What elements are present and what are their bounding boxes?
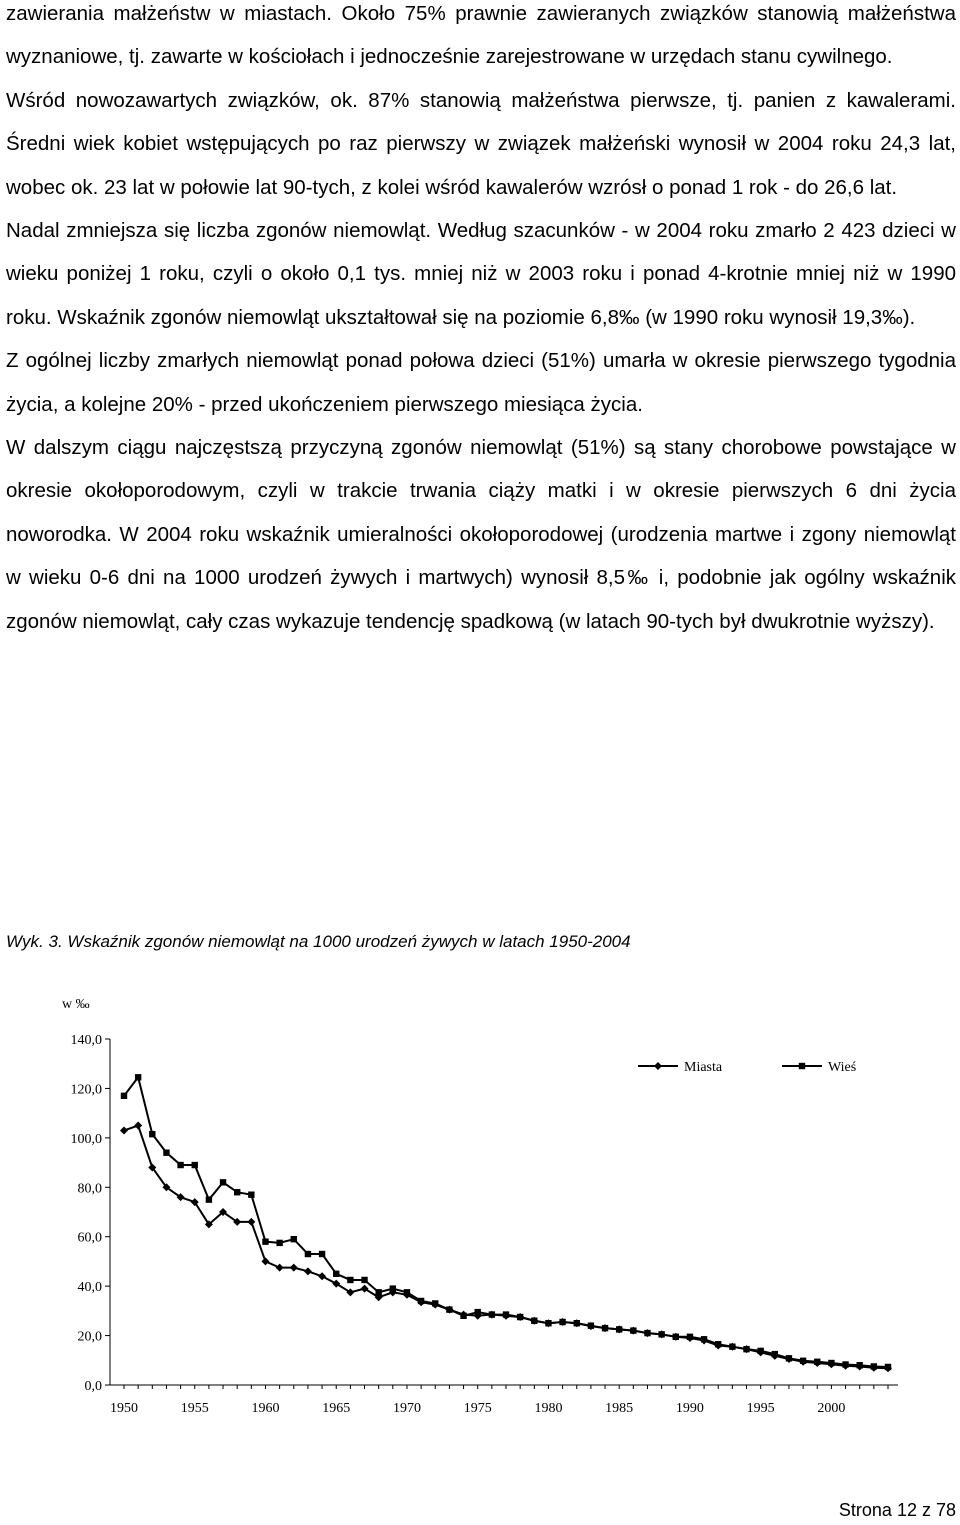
x-tick-label: 1980 (534, 1401, 563, 1416)
x-tick-label: 1970 (392, 1401, 421, 1416)
data-point-wies (574, 1320, 580, 1326)
data-point-wies (772, 1351, 778, 1357)
data-point-wies (800, 1358, 806, 1364)
x-tick-label: 1955 (180, 1401, 209, 1416)
data-point-wies (163, 1149, 169, 1155)
data-point-wies (248, 1192, 254, 1198)
data-point-wies (192, 1162, 198, 1168)
y-tick-label: 80,0 (77, 1181, 102, 1197)
data-point-wies (404, 1289, 410, 1295)
data-point-wies (616, 1326, 622, 1332)
data-point-wies (673, 1334, 679, 1340)
legend-marker-miasta (654, 1062, 662, 1070)
data-point-wies (828, 1360, 834, 1366)
data-point-wies (857, 1362, 863, 1368)
data-point-wies (446, 1306, 452, 1312)
data-point-wies (333, 1271, 339, 1277)
data-point-wies (347, 1277, 353, 1283)
data-point-wies (262, 1238, 268, 1244)
x-tick-label: 2000 (817, 1401, 846, 1416)
data-point-wies (503, 1311, 509, 1317)
data-point-miasta (134, 1122, 142, 1130)
data-point-wies (234, 1189, 240, 1195)
series-line-miasta (124, 1126, 888, 1369)
paragraph-first-marriages: Wśród nowozawartych związków, ok. 87% stanowią małżeństwa pierwsze, tj. panien z kawalerami. Średni wiek kobiet wstępujących po raz pierwszy w związek małżeński wynosił w 2004 roku 24,3 lat, wobec ok. 23 lat w połowie lat 90-tych, z kolei wśród kawalerów wzrósł o ponad 1 rok - do 26,6 lat. (6, 88, 956, 199)
data-point-wies (630, 1327, 636, 1333)
y-tick-label: 140,0 (70, 1033, 102, 1048)
data-point-wies (319, 1251, 325, 1257)
legend-label-wies: Wieś (828, 1060, 857, 1075)
data-point-wies (475, 1309, 481, 1315)
data-point-wies (871, 1363, 877, 1369)
y-tick-label: 0,0 (84, 1379, 102, 1394)
data-point-wies (602, 1325, 608, 1331)
data-point-wies (545, 1320, 551, 1326)
data-point-wies (715, 1341, 721, 1347)
data-point-wies (559, 1319, 565, 1325)
legend-marker-wies (799, 1063, 805, 1069)
data-point-wies (460, 1313, 466, 1319)
paragraph-infant-deaths: Nadal zmniejsza się liczba zgonów niemowląt. Według szacunków - w 2004 roku zmarło 2 423 dzieci w wieku poniżej 1 roku, czyli o około 0,1 tys. mniej niż w 2003 roku i ponad 4-krotnie mniej niż w 1990 roku. Wskaźnik zgonów niemowląt ukształtował się na poziomie 6,8‰ (w 1990 roku wynosił 19,3‰). (6, 219, 956, 329)
page-number: Strona 12 z 78 (838, 1500, 956, 1520)
data-point-wies (390, 1285, 396, 1291)
data-point-wies (757, 1348, 763, 1354)
data-point-wies (701, 1336, 707, 1342)
data-point-wies (206, 1196, 212, 1202)
y-tick-label: 120,0 (70, 1082, 102, 1098)
data-point-miasta (318, 1272, 326, 1280)
paragraph-first-week: Z ogólnej liczby zmarłych niemowląt ponad połowa dzieci (51%) umarła w okresie pierwszego tygodnia życia, a kolejne 20% - przed ukończeniem pierwszego miesiąca życia. (6, 349, 956, 416)
x-tick-label: 1990 (675, 1401, 704, 1416)
data-point-wies (305, 1251, 311, 1257)
data-point-wies (375, 1289, 381, 1295)
data-point-wies (135, 1074, 141, 1080)
data-point-wies (658, 1331, 664, 1337)
x-tick-label: 1975 (463, 1401, 492, 1416)
x-tick-label: 1985 (605, 1401, 634, 1416)
y-tick-label: 60,0 (77, 1230, 102, 1246)
paragraph-marriage-types: zawierania małżeństw w miastach. Około 75% prawnie zawieranych związków stanowią małżeństwa wyznaniowe, tj. zawarte w kościołach i jednocześnie zarejestrowane w urzędach stanu cywilnego. (6, 2, 956, 69)
data-point-wies (220, 1179, 226, 1185)
data-point-miasta (261, 1257, 269, 1265)
data-point-wies (291, 1236, 297, 1242)
data-point-wies (361, 1277, 367, 1283)
data-point-wies (687, 1334, 693, 1340)
x-tick-label: 1960 (251, 1401, 280, 1416)
y-tick-label: 40,0 (77, 1280, 102, 1296)
y-tick-label: 20,0 (77, 1329, 102, 1345)
data-point-wies (121, 1093, 127, 1099)
data-point-wies (489, 1311, 495, 1317)
data-point-wies (177, 1162, 183, 1168)
x-tick-label: 1950 (110, 1401, 138, 1416)
body-text (6, 0, 956, 643)
paragraph-causes: W dalszym ciągu najczęstszą przyczyną zgonów niemowląt (51%) są stany chorobowe powstające w okresie okołoporodowym, czyli w trakcie trwania ciąży matki i w okresie pierwszych 6 dni życia noworodka. W 2004 roku wskaźnik umieralności okołoporodowej (urodzenia martwe i zgony niemowląt w wieku 0-6 dni na 1000 urodzeń żywych i martwych) wynosił 8,5‰ i, podobnie jak ogólny wskaźnik zgonów niemowląt, cały czas wykazuje tendencję spadkową (w latach 90-tych był dwukrotnie wyższy). (6, 436, 956, 633)
legend-label-miasta: Miasta (684, 1060, 723, 1075)
data-point-wies (743, 1346, 749, 1352)
data-point-miasta (290, 1264, 298, 1272)
data-point-wies (418, 1298, 424, 1304)
data-point-miasta (304, 1267, 312, 1275)
x-tick-label: 1995 (746, 1401, 775, 1416)
x-tick-label: 1965 (322, 1401, 351, 1416)
data-point-wies (786, 1355, 792, 1361)
data-point-wies (729, 1343, 735, 1349)
chart-legend (638, 1060, 856, 1075)
data-point-wies (517, 1314, 523, 1320)
data-point-wies (842, 1361, 848, 1367)
data-point-wies (588, 1322, 594, 1328)
data-point-wies (885, 1364, 891, 1370)
data-point-wies (644, 1330, 650, 1336)
chart-caption: Wyk. 3. Wskaźnik zgonów niemowląt na 1000 urodzeń żywych w latach 1950-2004 (6, 932, 631, 951)
data-point-wies (531, 1318, 537, 1324)
data-point-wies (814, 1359, 820, 1365)
data-point-miasta (276, 1264, 284, 1272)
data-point-wies (432, 1300, 438, 1306)
data-point-wies (276, 1240, 282, 1246)
data-point-miasta (120, 1126, 128, 1134)
y-axis-label: w ‰ (62, 997, 90, 1012)
data-point-wies (149, 1131, 155, 1137)
data-point-miasta (247, 1218, 255, 1226)
infant-mortality-line-chart (0, 985, 960, 1430)
y-tick-label: 100,0 (70, 1131, 102, 1147)
chart-series (120, 1074, 892, 1372)
